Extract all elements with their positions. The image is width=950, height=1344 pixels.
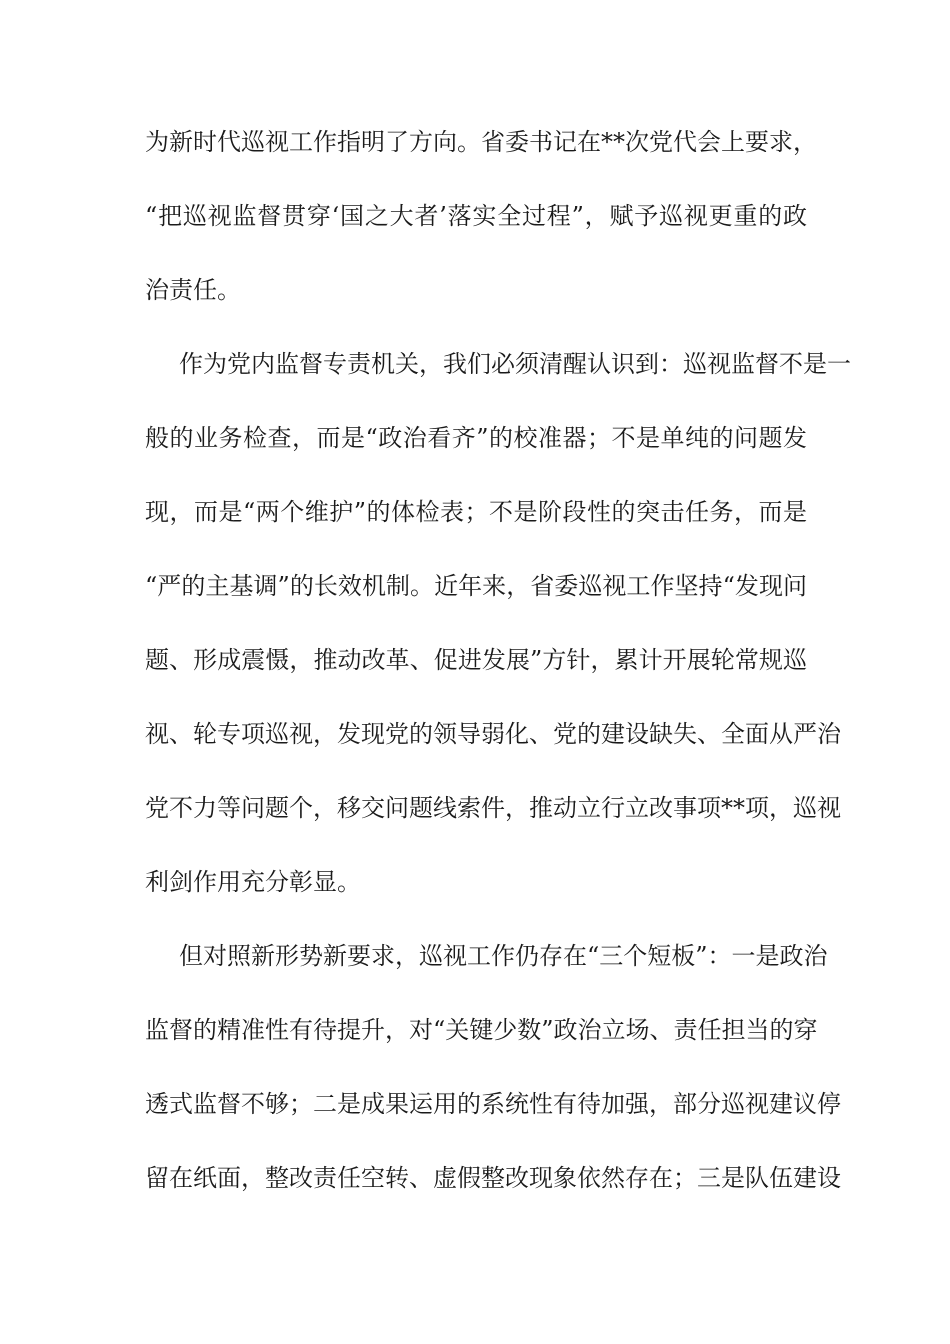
- paragraph-first-line: 但对照新形势新要求，巡视工作仍存在“三个短板”：一是政治: [179, 942, 828, 970]
- paragraph-first-line: 作为党内监督专责机关，我们必须清醒认识到：巡视监督不是一: [179, 350, 851, 378]
- text-line: 题、形成震慑，推动改革、促进发展”方针，累计开展轮常规巡: [145, 646, 807, 674]
- text-line: “严的主基调”的长效机制。近年来，省委巡视工作坚持“发现问: [145, 572, 807, 600]
- text-line: 般的业务检查，而是“政治看齐”的校准器；不是单纯的问题发: [145, 424, 807, 452]
- text-line: 留在纸面，整改责任空转、虚假整改现象依然存在；三是队伍建设: [145, 1164, 841, 1192]
- text-line: “把巡视监督贯穿‘国之大者’落实全过程”，赋予巡视更重的政: [145, 202, 807, 230]
- text-line: 视、轮专项巡视，发现党的领导弱化、党的建设缺失、全面从严治: [145, 720, 841, 748]
- text-line: 现，而是“两个维护”的体检表；不是阶段性的突击任务，而是: [145, 498, 807, 526]
- text-line: 利剑作用充分彰显。: [145, 868, 361, 896]
- text-line: 治责任。: [145, 276, 241, 304]
- document-body: [145, 120, 851, 1230]
- text-line: 为新时代巡视工作指明了方向。省委书记在**次党代会上要求，: [145, 128, 817, 156]
- text-line: 党不力等问题个，移交问题线索件，推动立行立改事项**项，巡视: [145, 794, 841, 822]
- text-line: 监督的精准性有待提升，对“关键少数”政治立场、责任担当的穿: [145, 1016, 818, 1044]
- text-line: 透式监督不够；二是成果运用的系统性有待加强，部分巡视建议停: [145, 1090, 841, 1118]
